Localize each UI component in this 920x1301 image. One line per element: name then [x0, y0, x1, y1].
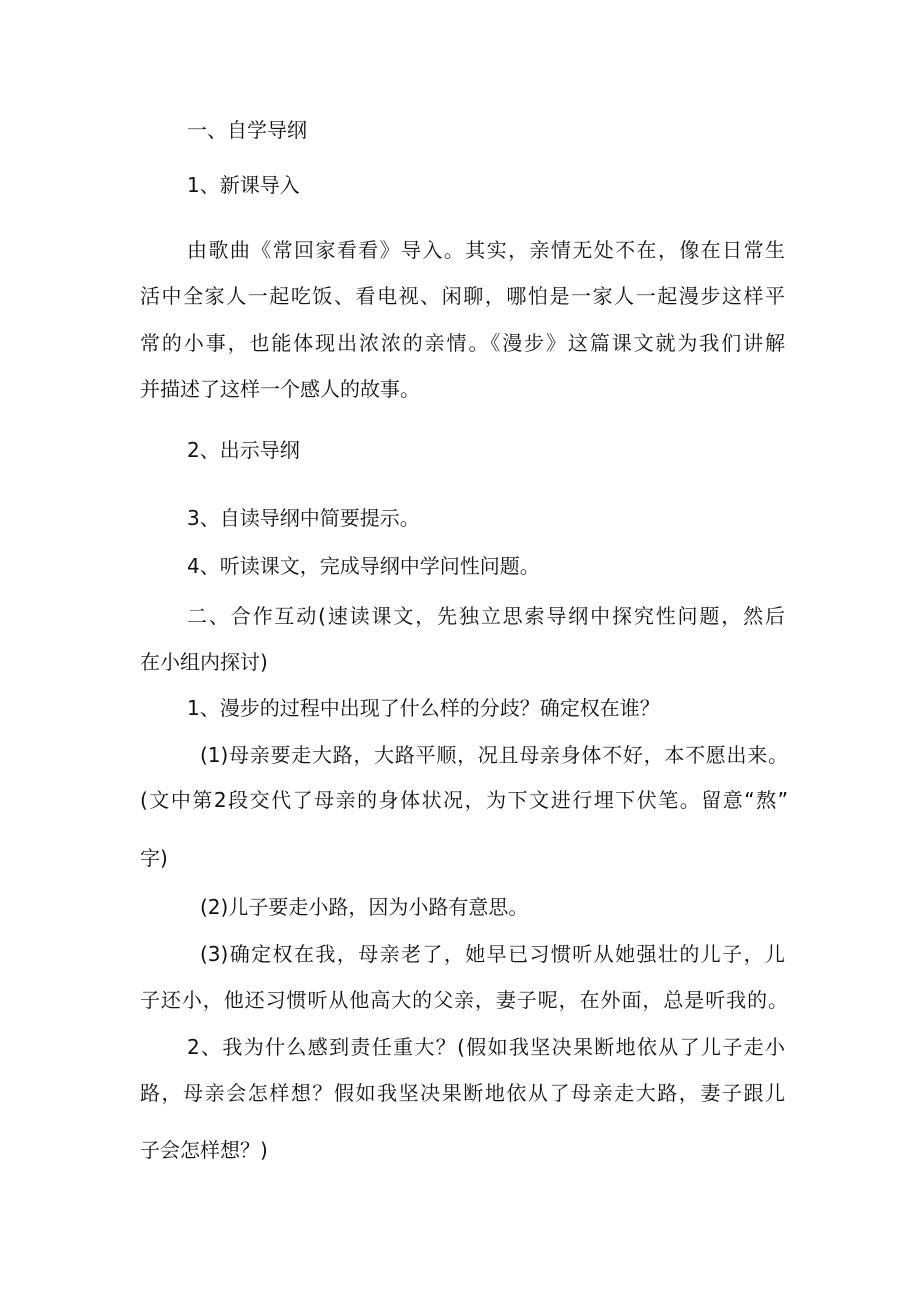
paragraph-line: 子还小，他还习惯听从他高大的父亲，妻子呢，在外面，总是听我的。: [140, 988, 788, 1012]
paragraph-line: 活中全家人一起吃饭、看电视、闲聊，哪怕是一家人一起漫步这样平: [140, 284, 785, 308]
paragraph-line: 子会怎样想？): [140, 1138, 268, 1162]
question: 2、我为什么感到责任重大？(假如我坚决果断地依从了儿子走小: [187, 1035, 785, 1059]
paragraph-line: 字): [140, 846, 168, 870]
paragraph-line: (1)母亲要走大路，大路平顺，况且母亲身体不好，本不愿出来。: [200, 743, 788, 767]
paragraph-line: (文中第2段交代了母亲的身体状况，为下文进行埋下伏笔。留意“熬”: [140, 788, 788, 812]
subheading: 4、听读课文，完成导纲中学问性问题。: [187, 554, 540, 578]
question: 1、漫步的过程中出现了什么样的分歧？确定权在谁？: [187, 696, 660, 720]
paragraph-line: 在小组内探讨): [140, 650, 268, 674]
subheading: 1、新课导入: [187, 173, 300, 197]
subheading: 3、自读导纲中简要提示。: [187, 506, 420, 530]
paragraph-line: 由歌曲《常回家看看》导入。其实，亲情无处不在，像在日常生: [187, 238, 785, 262]
section-heading: 一、自学导纲: [187, 118, 307, 142]
paragraph-line: 常的小事，也能体现出浓浓的亲情。《漫步》这篇课文就为我们讲解: [140, 331, 785, 355]
paragraph-line: (2)儿子要走小路，因为小路有意思。: [200, 895, 529, 919]
paragraph-line: 路，母亲会怎样想？假如我坚决果断地依从了母亲走大路，妻子跟儿: [140, 1081, 785, 1105]
section-heading: 二、合作互动(速读课文，先独立思索导纲中探究性问题，然后: [187, 604, 785, 628]
paragraph-line: (3)确定权在我，母亲老了，她早已习惯听从她强壮的儿子，儿: [200, 942, 785, 966]
paragraph-line: 并描述了这样一个感人的故事。: [140, 377, 420, 401]
subheading: 2、出示导纲: [187, 438, 300, 462]
